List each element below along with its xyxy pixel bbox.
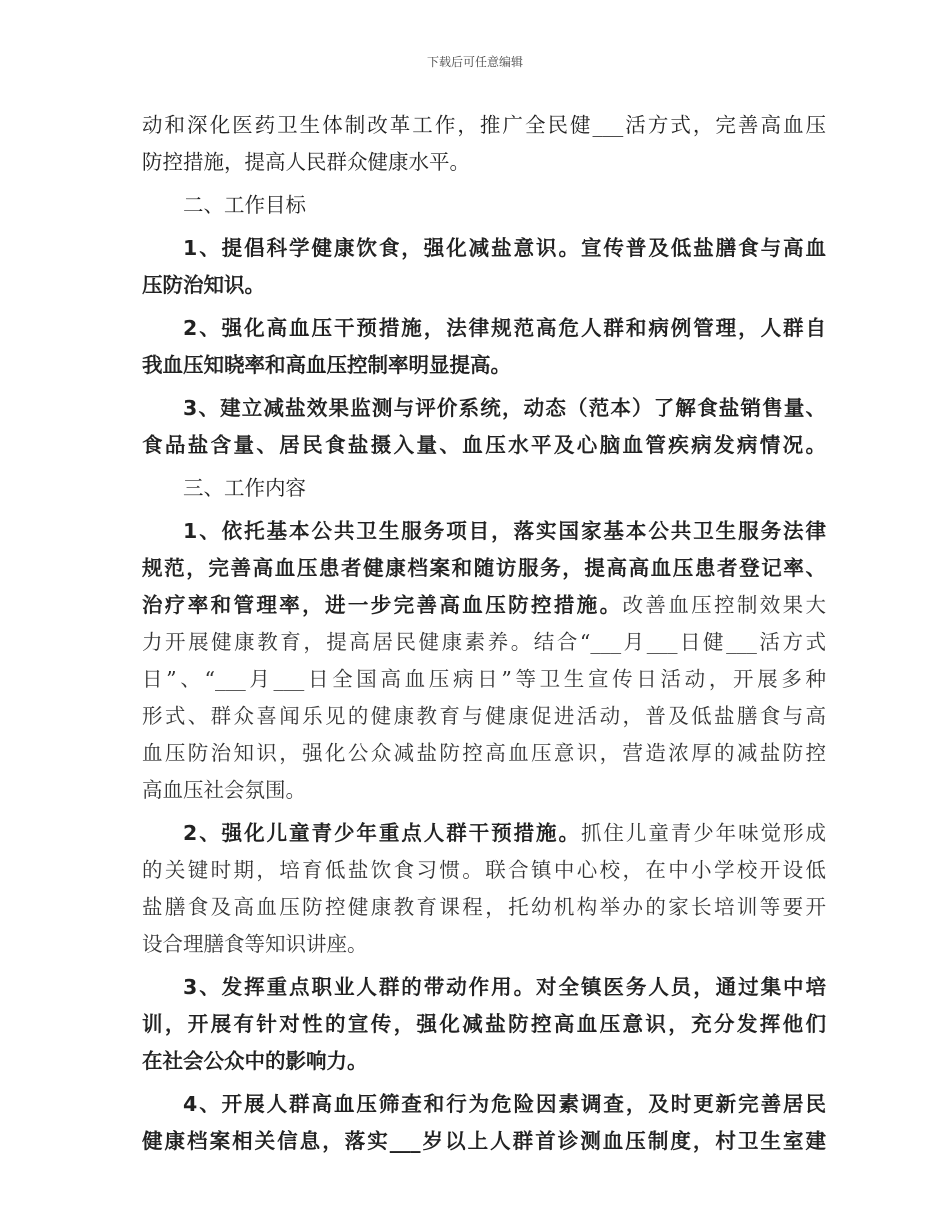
text-line: 在社会公众中的影响力。: [142, 1049, 368, 1073]
normal-run: 改善血压控制效果大: [622, 593, 826, 617]
paragraph-content-1: [142, 513, 826, 809]
text-line: [142, 587, 826, 624]
section-heading-content: [142, 470, 826, 507]
document-body: [142, 107, 826, 1160]
paragraph-intro: [142, 107, 826, 181]
text-line: 设合理膳食等知识讲座。: [142, 932, 368, 956]
text-line: [142, 815, 826, 852]
text-line: 规范，完善高血压患者健康档案和随访服务，提高高血压患者登记率、: [142, 556, 826, 580]
text-line: 盐膳食及高血压防控健康教育课程，托幼机构举办的家长培训等要开: [142, 895, 826, 919]
bold-run: 治疗率和管理率，进一步完善高血压防控措施。: [142, 593, 623, 617]
text-line: 日”、“___月___日全国高血压病日”等卫生宣传日活动，开展多种: [142, 667, 826, 691]
bold-run: 2、强化儿童青少年重点人群干预措施。: [183, 821, 581, 845]
paragraph-content-2: [142, 815, 826, 963]
paragraph-goal-2: [142, 310, 826, 384]
text-line: 形式、群众喜闻乐见的健康教育与健康促进活动，普及低盐膳食与高: [142, 704, 826, 728]
text-line: 食品盐含量、居民食盐摄入量、血压水平及心脑血管疾病发病情况。: [142, 433, 826, 457]
text-line: 动和深化医药卫生体制改革工作，推广全民健___活方式，完善高血压: [142, 113, 826, 137]
section-heading: 三、工作内容: [183, 476, 306, 500]
text-line: 1、提倡科学健康饮食，强化减盐意识。宣传普及低盐膳食与高血: [183, 236, 826, 260]
section-heading: 二、工作目标: [183, 193, 306, 217]
text-line: 高血压社会氛围。: [142, 778, 306, 802]
text-line: 防控措施，提高人民群众健康水平。: [142, 150, 470, 174]
text-line: 3、建立减盐效果监测与评价系统，动态（范本）了解食盐销售量、: [183, 396, 826, 420]
text-line: 4、开展人群高血压筛查和行为危险因素调查，及时更新完善居民: [183, 1092, 826, 1116]
text-line: 力开展健康教育，提高居民健康素养。结合“___月___日健___活方式: [142, 630, 826, 654]
page-header: 下载后可任意编辑: [426, 55, 523, 69]
text-line: 1、依托基本公共卫生服务项目，落实国家基本公共卫生服务法律: [183, 519, 826, 543]
text-line: 3、发挥重点职业人群的带动作用。对全镇医务人员，通过集中培: [183, 975, 826, 999]
text-line: 训，开展有针对性的宣传，强化减盐防控高血压意识，充分发挥他们: [142, 1012, 826, 1036]
text-line: 血压防治知识，强化公众减盐防控高血压意识，营造浓厚的减盐防控: [142, 741, 826, 765]
text-line: 我血压知晓率和高血压控制率明显提高。: [142, 353, 511, 377]
paragraph-goal-3: [142, 390, 826, 464]
section-heading-goals: [142, 187, 826, 224]
text-line: 的关键时期，培育低盐饮食习惯。联合镇中心校，在中小学校开设低: [142, 858, 826, 882]
normal-run: 抓住儿童青少年味觉形成: [580, 821, 826, 845]
paragraph-content-3: [142, 969, 826, 1080]
text-line: 2、强化高血压干预措施，法律规范高危人群和病例管理，人群自: [183, 316, 826, 340]
text-line: 健康档案相关信息，落实___岁以上人群首诊测血压制度，村卫生室建: [142, 1129, 826, 1153]
paragraph-content-4: [142, 1086, 826, 1160]
paragraph-goal-1: [142, 230, 826, 304]
text-line: 压防治知识。: [142, 273, 265, 297]
